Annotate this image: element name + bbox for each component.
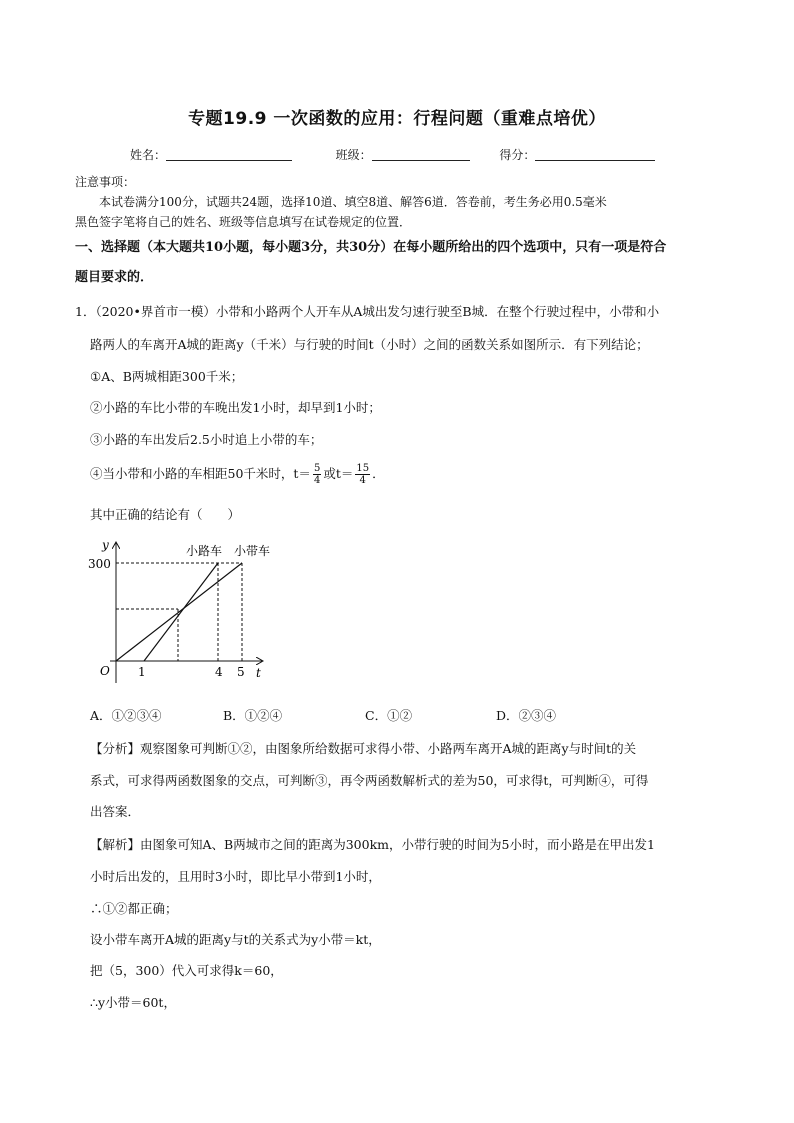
page-title: 专题19.9 一次函数的应用：行程问题（重难点培优）	[188, 109, 606, 129]
score-blank[interactable]	[535, 148, 655, 161]
section-heading-2: 题目要求的．	[75, 270, 154, 285]
conclusion-4-pre: ④当小带和小路的车相距50千米时，t＝	[90, 466, 311, 481]
xiaodai-label: 小带车	[234, 544, 271, 558]
notice-text-1: 本试卷满分100分，试题共24题，选择10道、填空8道、解答6道．答卷前，考生务必用0.5毫米	[99, 195, 607, 209]
notice-title: 注意事项：	[75, 175, 136, 189]
xiaolu-label: 小路车	[186, 544, 223, 558]
analysis-line-2: 系式，可求得两函数图象的交点，可判断③，再令两函数解析式的差为50，可求得t，可判断④，可得	[90, 773, 649, 788]
origin-label: O	[100, 664, 110, 678]
name-label: 姓名：	[130, 148, 167, 162]
solution-line-5: 把（5，300）代入可求得k＝60，	[90, 963, 283, 978]
analysis-line-3: 出答案．	[90, 804, 141, 819]
y-tick-300: 300	[88, 557, 111, 571]
conclusion-3: ③小路的车出发后2.5小时追上小带的车；	[90, 432, 323, 447]
score-label: 得分：	[499, 148, 536, 162]
conclusion-4	[90, 462, 740, 486]
conclusion-1: ①A、B两城相距300千米；	[90, 369, 244, 384]
option-c[interactable]: C．①②	[365, 708, 413, 723]
solution-line-2: 小时后出发的，且用时3小时，即比早小带到1小时，	[90, 869, 381, 884]
analysis-line-1: 【分析】观察图象可判断①②，由图象所给数据可求得小带、小路两车离开A城的距离y与时间t的关	[90, 741, 637, 756]
t-axis-label: t	[256, 666, 261, 680]
solution-line-6: ∴y小带＝60t，	[90, 995, 176, 1010]
conclusion-4-end: ．	[372, 466, 385, 481]
question-prompt: 其中正确的结论有（ ）	[90, 507, 241, 522]
option-d[interactable]: D．②③④	[496, 708, 557, 723]
fraction-5-4: $\frac{5}{4}$	[313, 463, 321, 486]
question-1-line-1: 1．（2020•界首市一模）小带和小路两个人开车从A城出发匀速行驶至B城．在整个行驶过程中，小带和小	[75, 304, 660, 319]
distance-time-graph	[80, 535, 280, 685]
section-heading-1: 一、选择题（本大题共10小题，每小题3分，共30分）在每小题所给出的四个选项中，只有一项是符合	[75, 240, 667, 255]
name-blank[interactable]	[166, 148, 292, 161]
class-label: 班级：	[335, 148, 372, 162]
x-tick-4: 4	[215, 665, 223, 679]
y-axis-label: y	[102, 538, 109, 552]
student-info	[130, 146, 655, 163]
x-tick-1: 1	[138, 665, 146, 679]
xiaodai-line	[116, 563, 242, 661]
question-1-line-2: 路两人的车离开A城的距离y（千米）与行驶的时间t（小时）之间的函数关系如图所示．有下列结论；	[90, 337, 649, 352]
option-b[interactable]: B．①②④	[223, 708, 283, 723]
fraction-15-4: $\frac{15}{4}$	[356, 463, 370, 486]
solution-line-4: 设小带车离开A城的距离y与t的关系式为y小带＝kt，	[90, 932, 381, 947]
notice-text-2: 黑色签字笔将自己的姓名、班级等信息填写在试卷规定的位置．	[75, 215, 412, 229]
option-a[interactable]: A．①②③④	[90, 708, 162, 723]
class-blank[interactable]	[372, 148, 470, 161]
conclusion-4-mid: 或t＝	[323, 466, 354, 481]
xiaolu-line	[144, 563, 218, 661]
solution-line-1: 【解析】由图象可知A、B两城市之间的距离为300km，小带行驶的时间为5小时，而小路是在甲出发1	[90, 837, 655, 852]
solution-line-3: ∴①②都正确；	[90, 901, 178, 916]
x-tick-5: 5	[237, 665, 245, 679]
conclusion-2: ②小路的车比小带的车晚出发1小时，却早到1小时；	[90, 400, 381, 415]
